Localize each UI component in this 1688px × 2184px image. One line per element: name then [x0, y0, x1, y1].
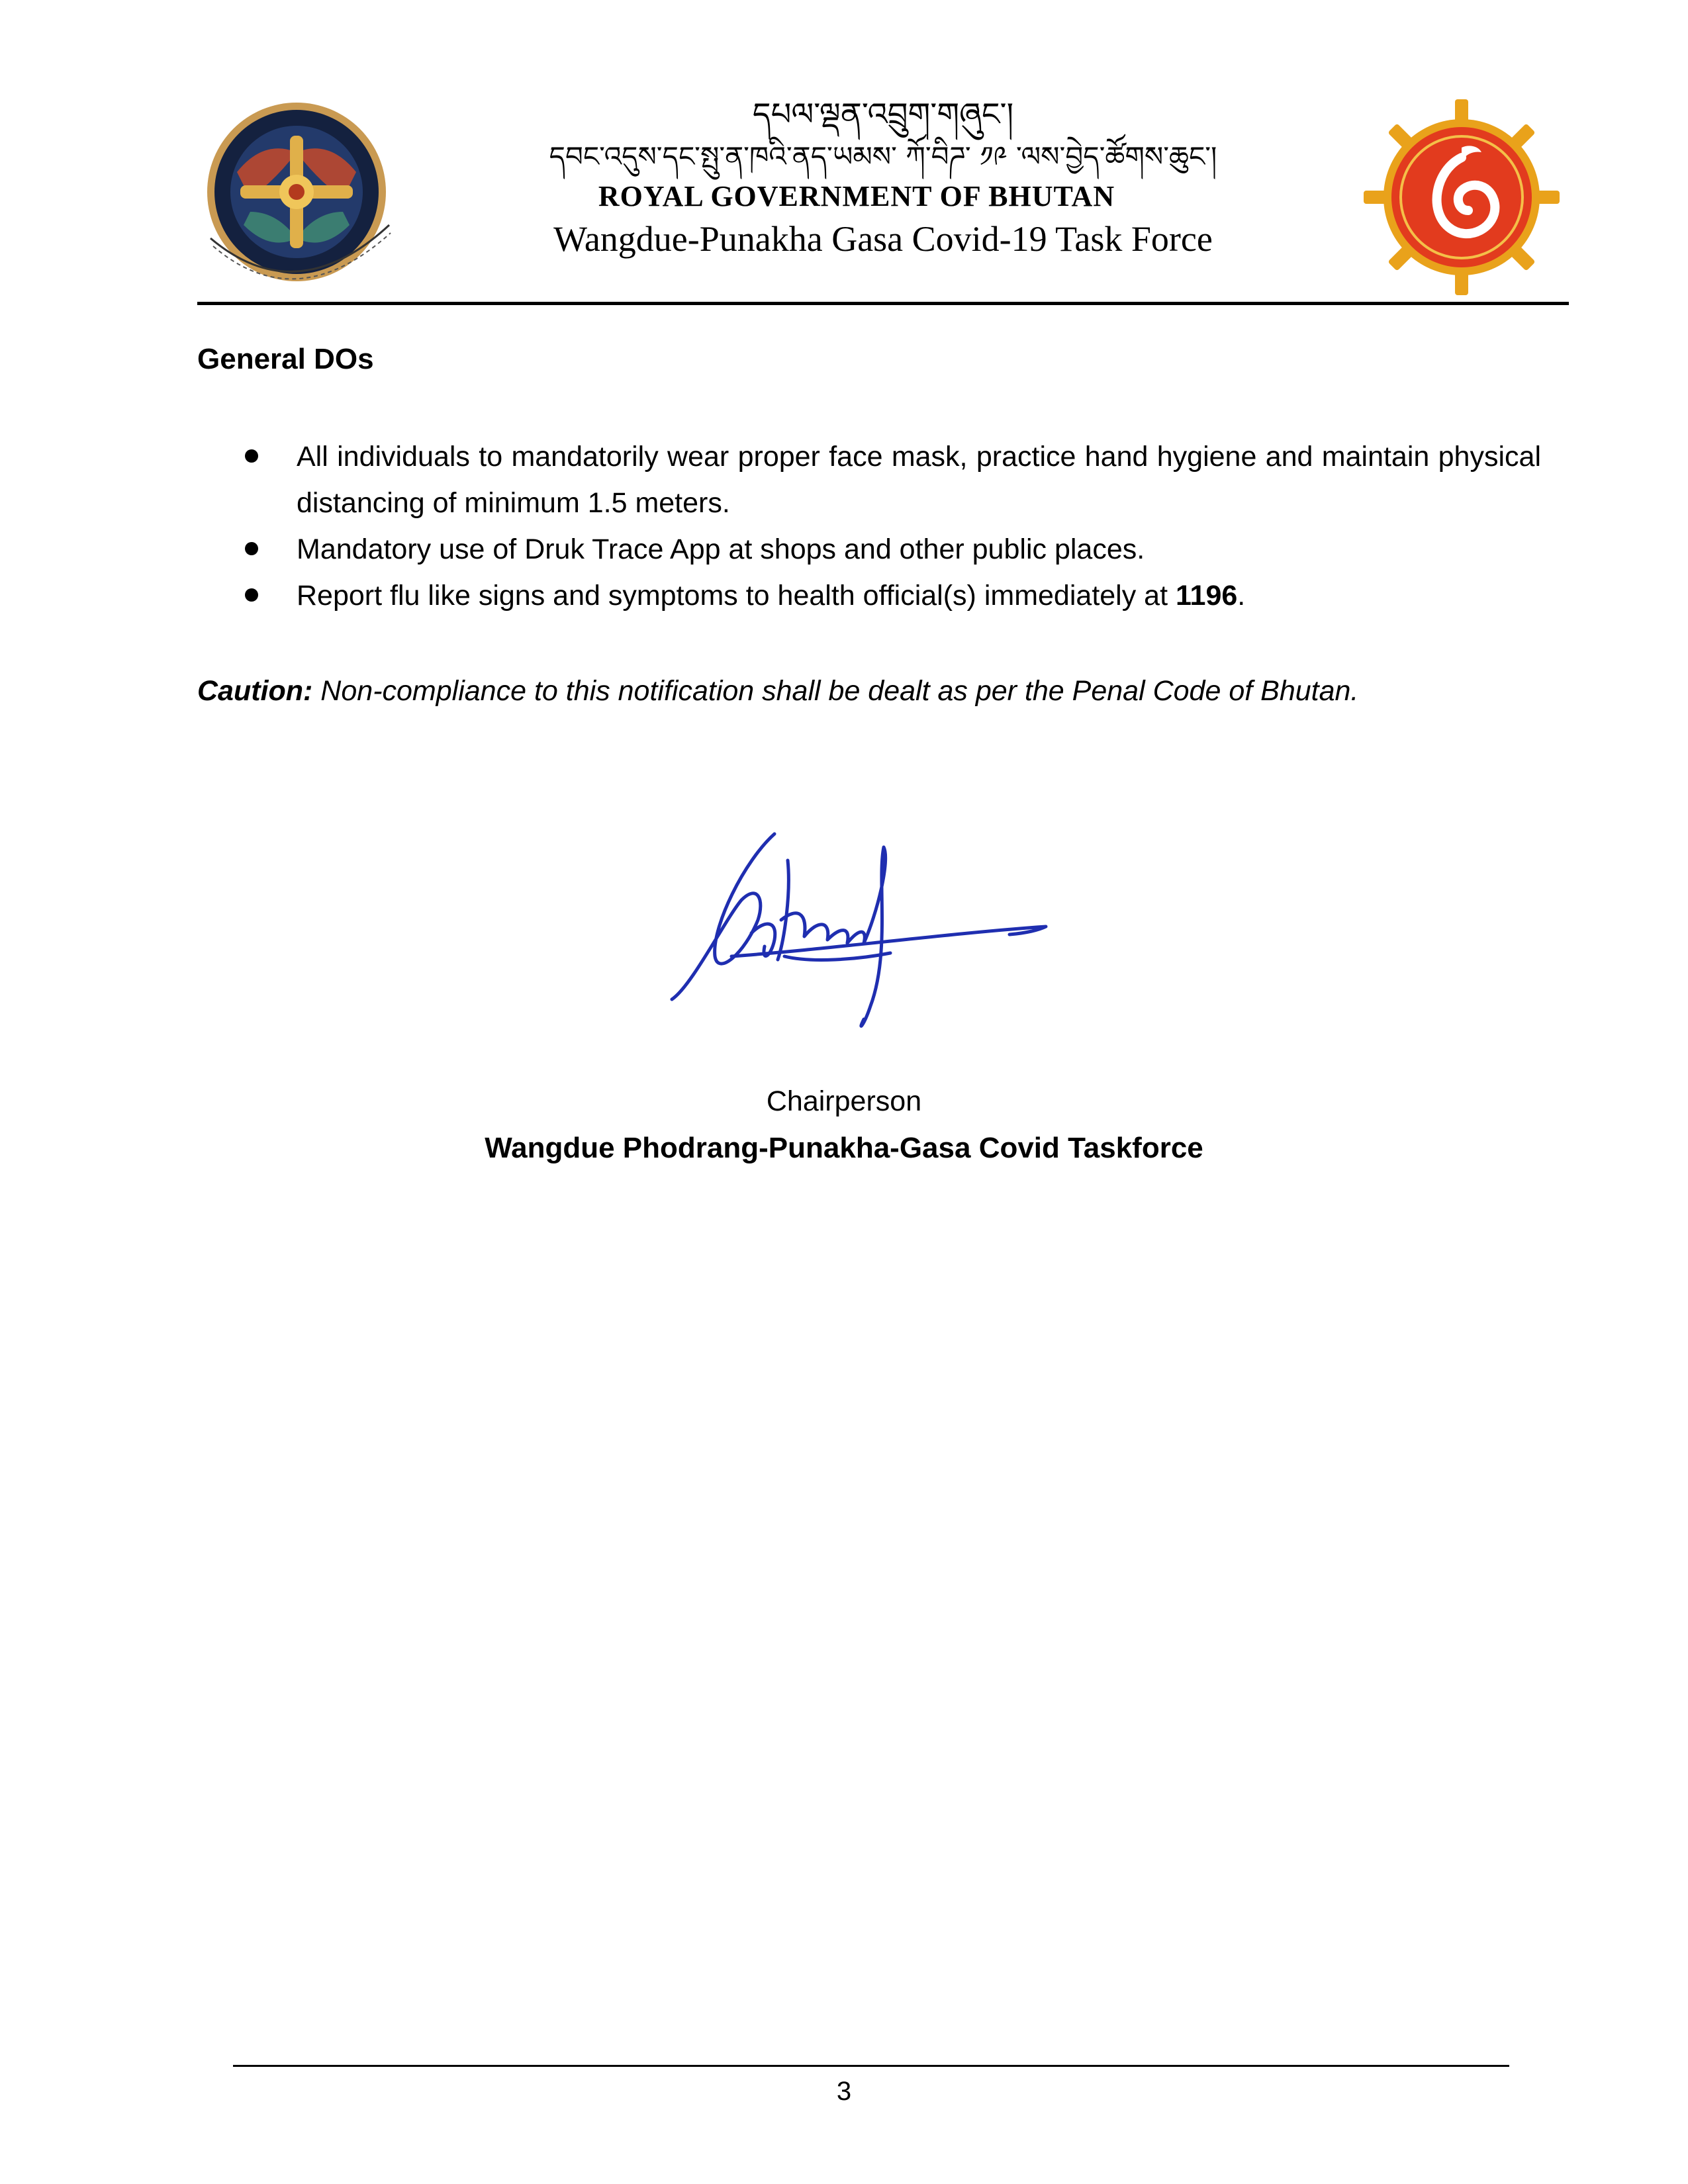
- list-item: [245, 433, 1541, 526]
- list-item: [245, 526, 1541, 572]
- list-item-text: Report flu like signs and symptoms to health official(s) immediately at: [297, 580, 1176, 612]
- government-name: ROYAL GOVERNMENT OF BHUTAN: [598, 180, 1115, 212]
- bullet-icon: [245, 542, 258, 555]
- bullet-icon: [245, 449, 258, 463]
- taskforce-name: Wangdue-Punakha Gasa Covid-19 Task Force: [553, 219, 1213, 259]
- dzongkha-taskforce-name: དབང་འདུས་དང་སྤུ་ན་ཁའི་ནད་ཡམས་ ཀོ་བིཌ་ ༡༩ ་ལས་བྱེད་ཚོགས་ཆུང་།: [549, 140, 1217, 173]
- handwritten-signature: [665, 821, 1062, 1046]
- caution-note: [197, 669, 1358, 713]
- bullet-list: [245, 433, 1541, 619]
- helpline-number: 1196: [1175, 580, 1238, 612]
- section-title: General DOs: [197, 343, 374, 375]
- dzongkha-government-name: དཔལ་ལྡན་འབྲུག་གཞུང་།: [752, 96, 1014, 133]
- list-item-text: All individuals to mandatorily wear proper face mask, practice hand hygiene and maintain physical distancing of minimum 1.5 meters.: [297, 441, 1541, 519]
- caution-text: Non-compliance to this notification shall be dealt as per the Penal Code of Bhutan.: [312, 675, 1359, 707]
- letterhead: [197, 93, 1569, 303]
- caution-label: Caution:: [197, 675, 313, 707]
- signatory-organization: Wangdue Phodrang-Punakha-Gasa Covid Taskforce: [485, 1132, 1203, 1164]
- footer-divider: [233, 2065, 1509, 2067]
- list-item-text: Mandatory use of Druk Trace App at shops and other public places.: [297, 533, 1145, 565]
- letterhead-text: [416, 93, 1350, 262]
- wheel-logo: [1362, 98, 1561, 296]
- list-item-text-end: .: [1237, 580, 1246, 612]
- list-item: [245, 572, 1541, 619]
- page-number: 3: [836, 2077, 852, 2106]
- header-divider: [197, 302, 1569, 305]
- bullet-icon: [245, 588, 258, 602]
- signatory-title: Chairperson: [766, 1085, 922, 1117]
